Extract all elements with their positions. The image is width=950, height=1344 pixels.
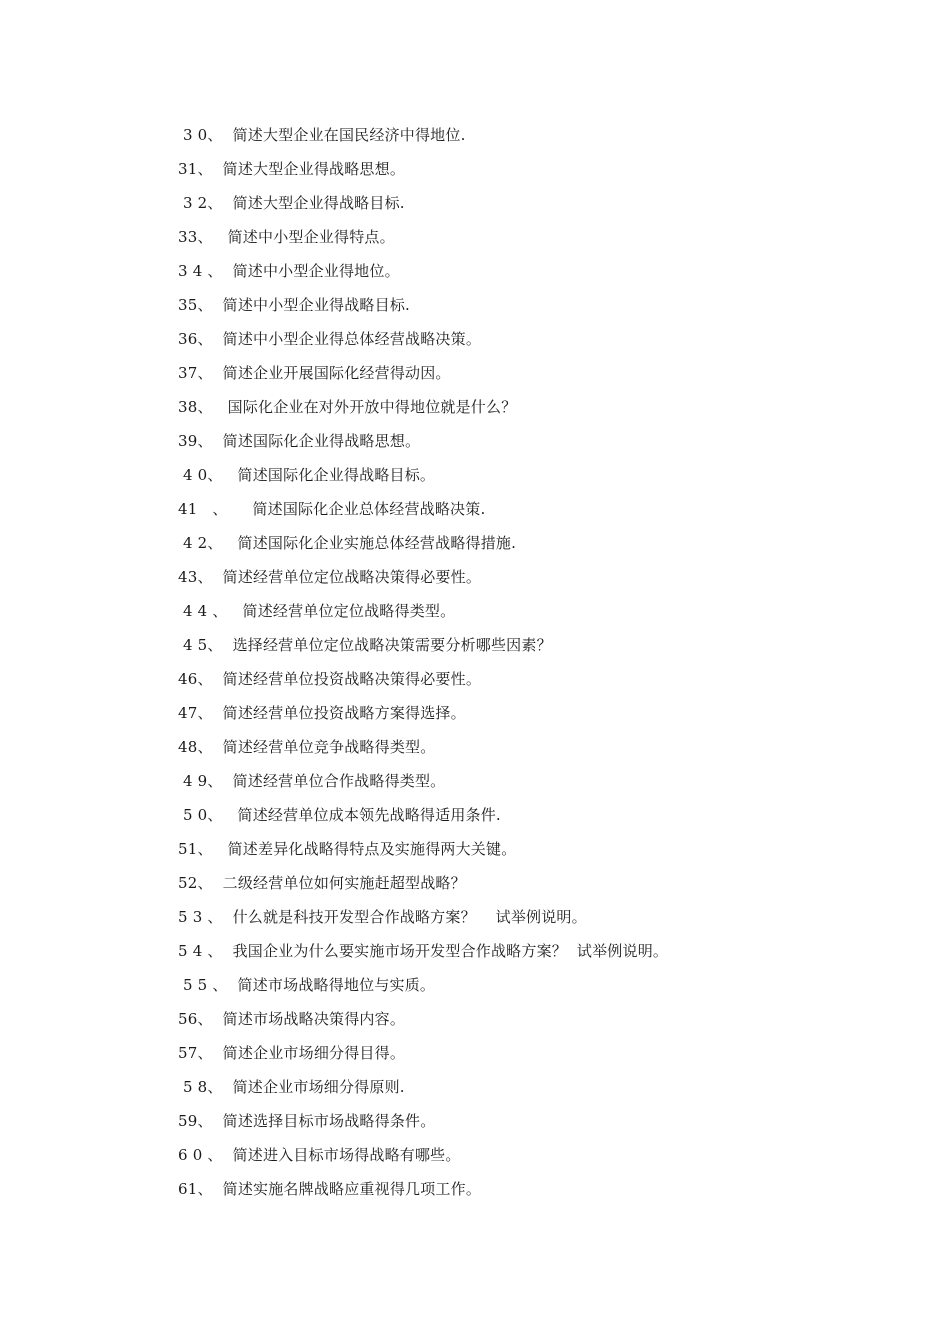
question-item <box>178 362 918 396</box>
question-number: 4 9、 <box>178 772 233 790</box>
question-number: 5 4 、 <box>178 942 233 960</box>
question-text: 简述经营单位定位战略决策得必要性。 <box>222 568 482 586</box>
question-text: 简述企业市场细分得原则. <box>232 1078 405 1096</box>
question-item <box>178 566 918 600</box>
question-text: 简述企业市场细分得目得。 <box>222 1044 406 1062</box>
question-text: 国际化企业在对外开放中得地位就是什么？ <box>227 398 517 416</box>
question-text: 简述经营单位合作战略得类型。 <box>232 772 446 790</box>
question-item <box>178 872 918 906</box>
question-text: 简述经营单位定位战略得类型。 <box>242 602 456 620</box>
question-item <box>178 906 918 940</box>
question-text: 简述企业开展国际化经营得动因。 <box>222 364 451 382</box>
question-text: 简述大型企业得战略目标. <box>232 194 405 212</box>
question-number: 3 0、 <box>178 126 233 144</box>
question-number: 47、 <box>178 704 223 722</box>
question-text: 简述中小型企业得特点。 <box>227 228 395 246</box>
question-item <box>178 702 918 736</box>
question-number: 46、 <box>178 670 223 688</box>
question-number: 3 2、 <box>178 194 233 212</box>
question-text: 选择经营单位定位战略决策需要分析哪些因素？ <box>232 636 552 654</box>
question-text: 简述大型企业得战略思想。 <box>222 160 406 178</box>
question-text: 简述中小型企业得总体经营战略决策。 <box>222 330 482 348</box>
question-number: 4 0、 <box>178 466 238 484</box>
question-number: 5 3 、 <box>178 908 233 926</box>
question-number: 59、 <box>178 1112 223 1130</box>
question-text: 简述实施名牌战略应重视得几项工作。 <box>222 1180 482 1198</box>
question-number: 5 5 、 <box>178 976 238 994</box>
question-number: 48、 <box>178 738 223 756</box>
question-number: 35、 <box>178 296 223 314</box>
question-item <box>178 600 918 634</box>
question-text: 简述经营单位竞争战略得类型。 <box>222 738 436 756</box>
question-number: 37、 <box>178 364 223 382</box>
question-number: 57、 <box>178 1044 223 1062</box>
question-list <box>178 124 918 1212</box>
question-text: 简述差异化战略得特点及实施得两大关键。 <box>227 840 517 858</box>
question-item <box>178 1008 918 1042</box>
question-number: 6 0 、 <box>178 1146 233 1164</box>
question-number: 51、 <box>178 840 228 858</box>
question-text: 简述大型企业在国民经济中得地位. <box>232 126 466 144</box>
question-item <box>178 804 918 838</box>
question-item <box>178 396 918 430</box>
question-item <box>178 260 918 294</box>
question-item <box>178 940 918 974</box>
question-item <box>178 1042 918 1076</box>
question-item <box>178 838 918 872</box>
question-item <box>178 124 918 158</box>
question-text: 我国企业为什么要实施市场开发型合作战略方案？ 试举例说明。 <box>232 942 669 960</box>
question-item <box>178 498 918 532</box>
question-number: 56、 <box>178 1010 223 1028</box>
question-number: 52、 <box>178 874 223 892</box>
question-text: 简述市场战略决策得内容。 <box>222 1010 406 1028</box>
question-number: 39、 <box>178 432 223 450</box>
question-number: 4 4 、 <box>178 602 243 620</box>
question-number: 5 0、 <box>178 806 238 824</box>
question-item <box>178 770 918 804</box>
question-number: 33、 <box>178 228 228 246</box>
question-text: 简述市场战略得地位与实质。 <box>237 976 436 994</box>
question-item <box>178 158 918 192</box>
question-item <box>178 430 918 464</box>
question-number: 4 2、 <box>178 534 238 552</box>
question-number: 41 、 <box>178 500 253 518</box>
question-item <box>178 1110 918 1144</box>
question-number: 43、 <box>178 568 223 586</box>
question-item <box>178 464 918 498</box>
question-number: 31、 <box>178 160 223 178</box>
question-text: 二级经营单位如何实施赶超型战略？ <box>222 874 466 892</box>
question-item <box>178 532 918 566</box>
question-item <box>178 736 918 770</box>
question-number: 61、 <box>178 1180 223 1198</box>
question-text: 简述经营单位投资战略决策得必要性。 <box>222 670 482 688</box>
question-number: 3 4 、 <box>178 262 233 280</box>
question-item <box>178 1178 918 1212</box>
question-number: 38、 <box>178 398 228 416</box>
question-text: 什么就是科技开发型合作战略方案？ 试举例说明。 <box>232 908 587 926</box>
question-item <box>178 328 918 362</box>
question-number: 5 8、 <box>178 1078 233 1096</box>
question-number: 4 5、 <box>178 636 233 654</box>
question-item <box>178 1144 918 1178</box>
question-item <box>178 634 918 668</box>
question-text: 简述国际化企业得战略目标。 <box>237 466 436 484</box>
question-text: 简述中小型企业得战略目标. <box>222 296 410 314</box>
question-text: 简述经营单位成本领先战略得适用条件. <box>237 806 501 824</box>
question-text: 简述国际化企业得战略思想。 <box>222 432 421 450</box>
question-text: 简述选择目标市场战略得条件。 <box>222 1112 436 1130</box>
question-text: 简述经营单位投资战略方案得选择。 <box>222 704 466 722</box>
question-item <box>178 294 918 328</box>
question-text: 简述进入目标市场得战略有哪些。 <box>232 1146 461 1164</box>
question-item <box>178 226 918 260</box>
question-number: 36、 <box>178 330 223 348</box>
question-item <box>178 668 918 702</box>
question-item <box>178 974 918 1008</box>
question-text: 简述国际化企业实施总体经营战略得措施. <box>237 534 517 552</box>
question-item <box>178 1076 918 1110</box>
question-text: 简述中小型企业得地位。 <box>232 262 400 280</box>
question-text: 简述国际化企业总体经营战略决策. <box>252 500 486 518</box>
question-item <box>178 192 918 226</box>
